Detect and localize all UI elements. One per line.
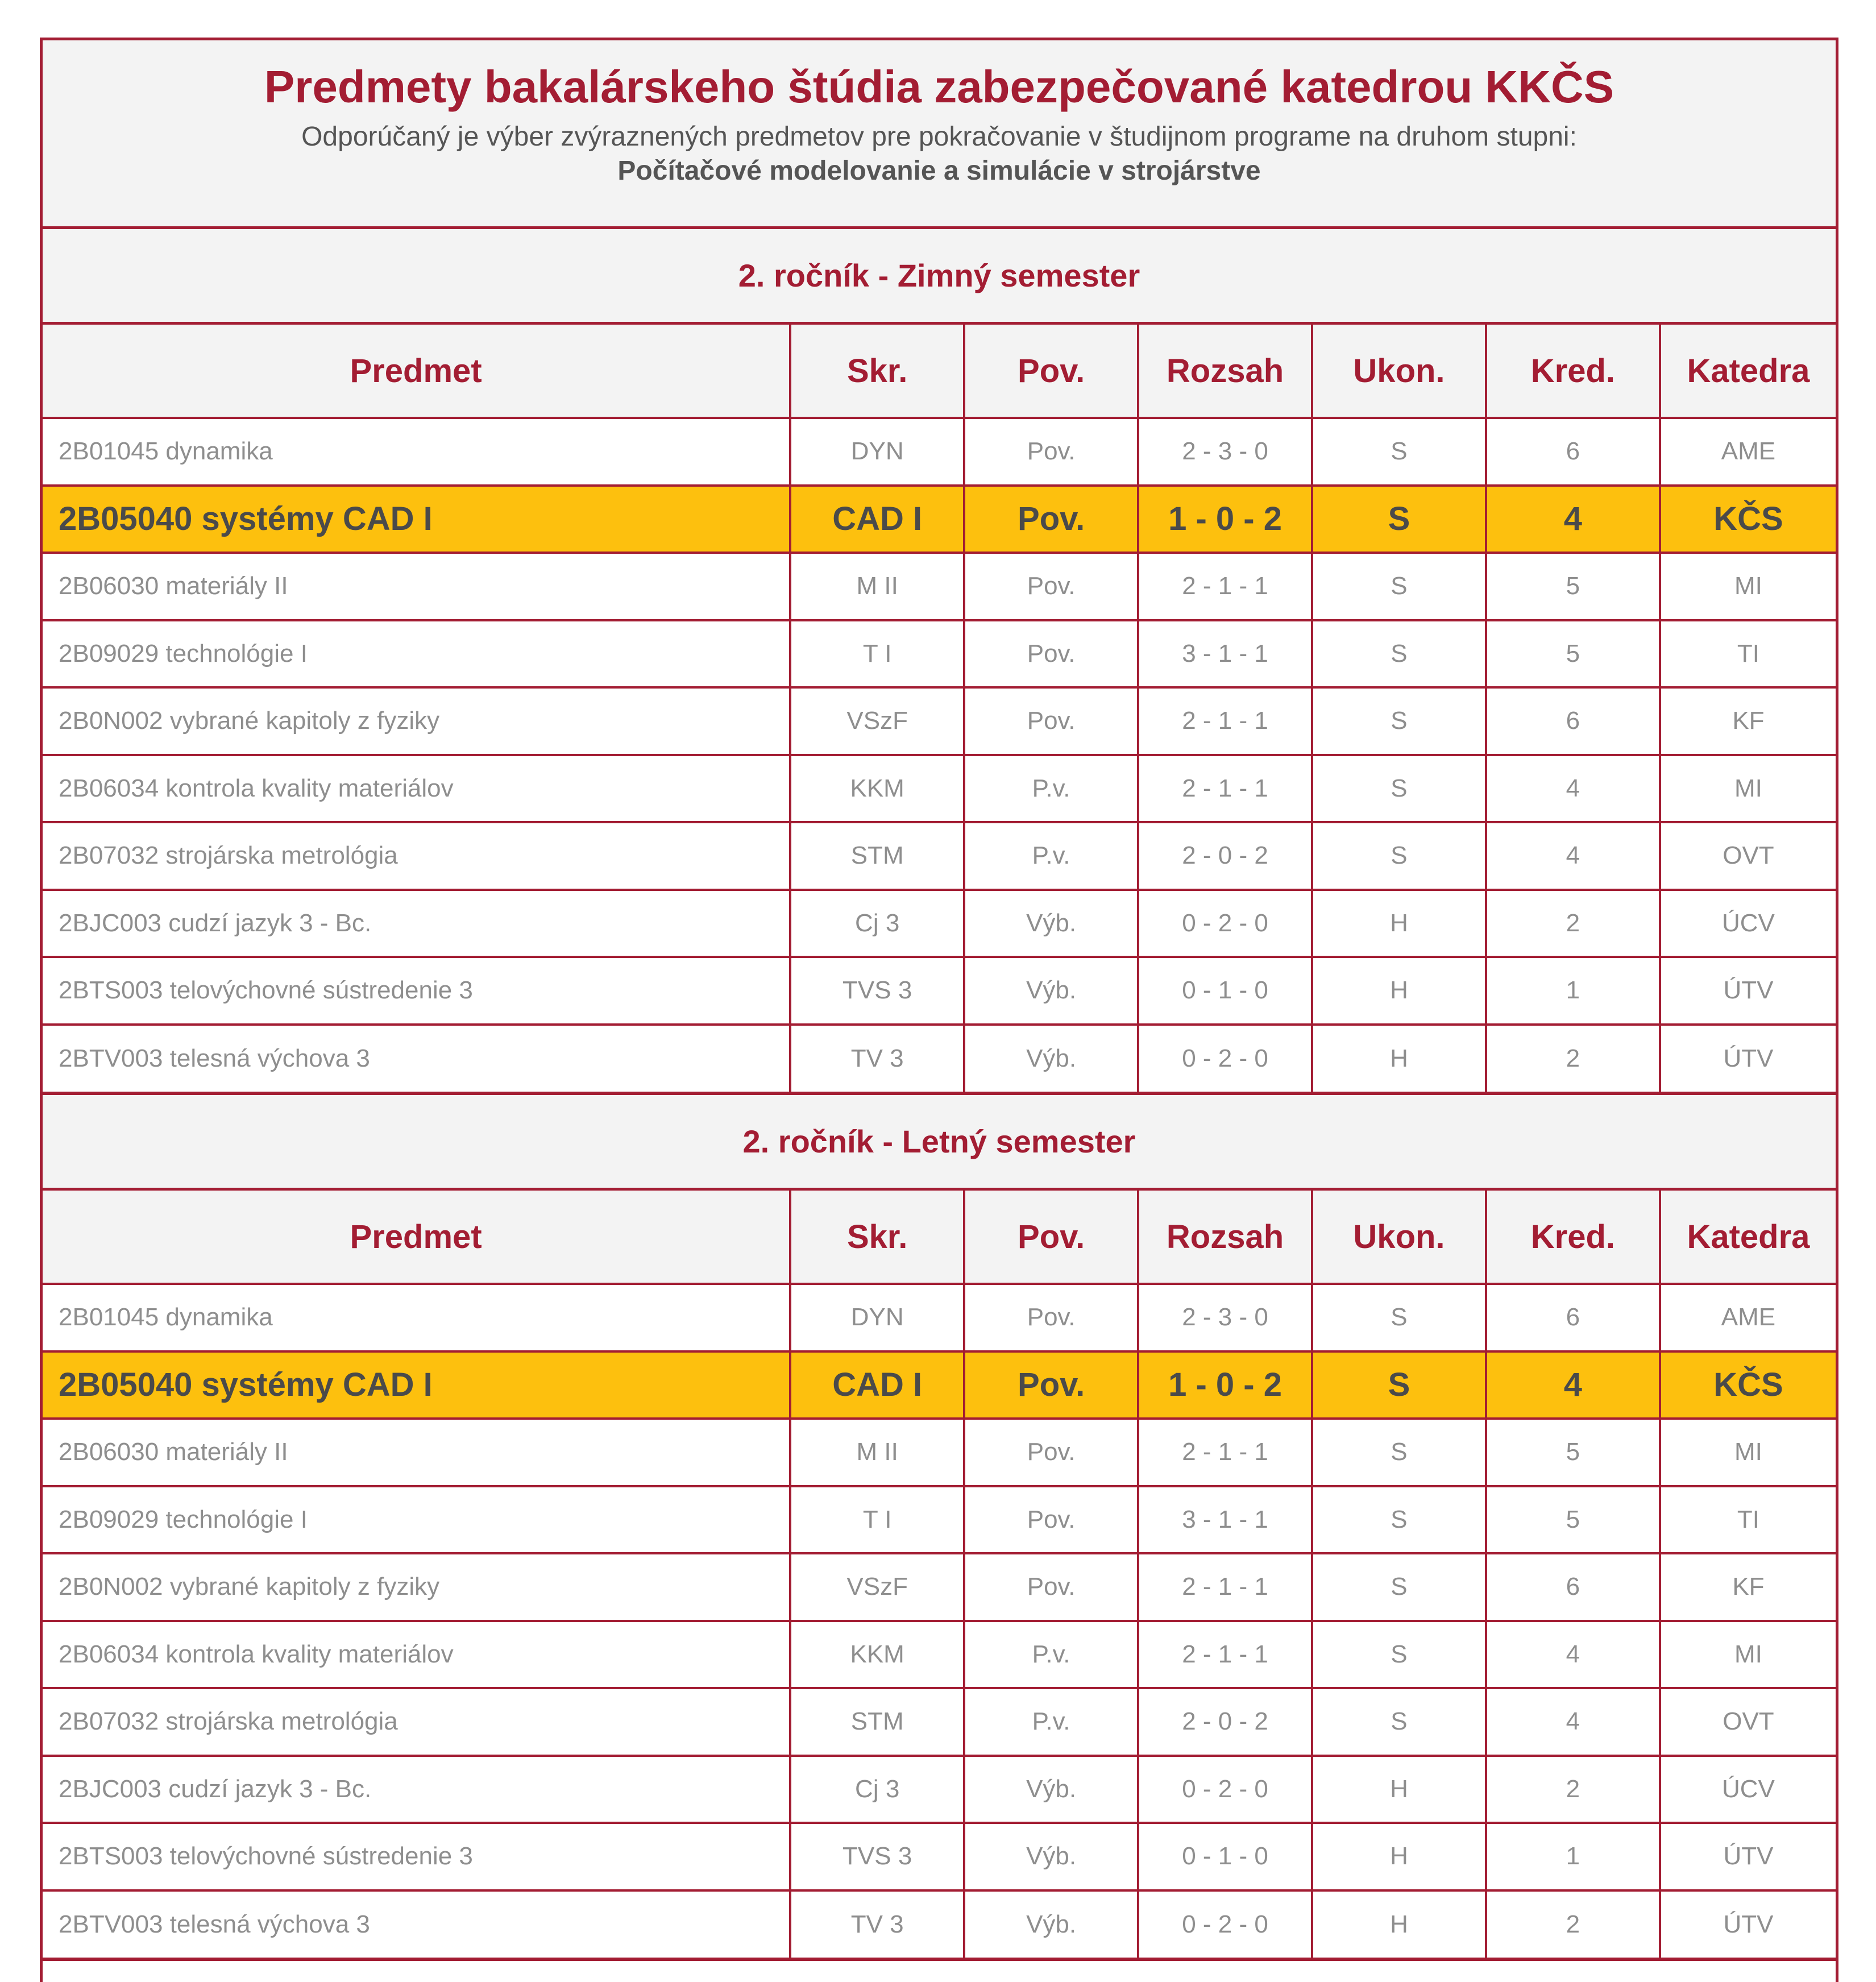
column-header-credits: Kred. — [1486, 1191, 1660, 1284]
cell-completion: S — [1312, 687, 1486, 755]
cell-type: Pov. — [964, 620, 1138, 688]
cell-credits: 2 — [1486, 1025, 1660, 1092]
table-row — [43, 1025, 1836, 1092]
cell-completion: S — [1312, 1284, 1486, 1351]
column-header-scope: Rozsah — [1138, 325, 1312, 418]
cell-credits: 4 — [1486, 1621, 1660, 1689]
column-header-abbr: Skr. — [790, 325, 964, 418]
cell-credits: 1 — [1486, 1823, 1660, 1890]
cell-type: Pov. — [964, 687, 1138, 755]
column-header-subject: Predmet — [43, 325, 790, 418]
table-row — [43, 890, 1836, 957]
table-row — [43, 755, 1836, 823]
cell-scope: 2 - 1 - 1 — [1138, 755, 1312, 823]
semesters-list — [43, 229, 1836, 1961]
cell-credits: 6 — [1486, 1553, 1660, 1621]
cell-completion: S — [1312, 1553, 1486, 1621]
table-row — [43, 1284, 1836, 1351]
cell-completion: H — [1312, 1025, 1486, 1092]
cell-abbr: TV 3 — [790, 1025, 964, 1092]
cell-abbr: T I — [790, 1486, 964, 1554]
cell-scope: 3 - 1 - 1 — [1138, 620, 1312, 688]
cell-completion: S — [1312, 486, 1486, 553]
cell-department: ÚTV — [1723, 1910, 1774, 1938]
cell-credits: 5 — [1486, 1419, 1660, 1486]
cell-department: ÚCV — [1660, 1756, 1836, 1823]
cell-type: Výb. — [964, 1890, 1138, 1958]
cell-department: ÚCV — [1660, 890, 1836, 957]
table-row — [43, 1823, 1836, 1890]
table-row — [43, 620, 1836, 688]
cell-credits: 5 — [1486, 620, 1660, 688]
cell-completion: S — [1312, 755, 1486, 823]
cell-abbr: VSzF — [790, 687, 964, 755]
table-header-row — [43, 325, 1836, 418]
table-row — [43, 1756, 1836, 1823]
cell-type: Výb. — [964, 1025, 1138, 1092]
cell-abbr: TVS 3 — [790, 1823, 964, 1890]
column-header-completion: Ukon. — [1312, 325, 1486, 418]
cell-abbr: STM — [790, 1688, 964, 1756]
cell-completion: S — [1312, 1486, 1486, 1554]
cell-abbr: TVS 3 — [790, 957, 964, 1025]
cell-scope: 1 - 0 - 2 — [1138, 1351, 1312, 1419]
table-header-row — [43, 1191, 1836, 1284]
cell-department: KČS — [1660, 1351, 1836, 1419]
cell-abbr: TV 3 — [790, 1890, 964, 1958]
cell-department: TI — [1660, 620, 1836, 688]
cell-subject: 2B05040 systémy CAD I — [43, 486, 790, 553]
cell-abbr: Cj 3 — [790, 890, 964, 957]
cell-credits: 4 — [1486, 1351, 1660, 1419]
cell-completion: H — [1312, 1890, 1486, 1958]
cell-type: P.v. — [964, 1621, 1138, 1689]
cell-department: MI — [1660, 553, 1836, 620]
cell-department: MI — [1660, 1621, 1836, 1689]
cell-abbr: Cj 3 — [790, 1756, 964, 1823]
cell-completion: H — [1312, 1823, 1486, 1890]
cell-department: ÚTV — [1660, 1823, 1836, 1890]
table-row — [43, 1486, 1836, 1554]
column-header-completion: Ukon. — [1312, 1191, 1486, 1284]
cell-credits: 2 — [1486, 890, 1660, 957]
title-box — [43, 40, 1836, 229]
cell-scope: 0 - 2 - 0 — [1138, 1890, 1312, 1958]
cell-department: MI — [1660, 755, 1836, 823]
cell-type: Pov. — [964, 1284, 1138, 1351]
course-table — [43, 325, 1836, 1092]
cell-completion: H — [1312, 957, 1486, 1025]
semester-section — [43, 1095, 1836, 1961]
cell-subject: 2B06034 kontrola kvality materiálov — [43, 1621, 790, 1689]
cell-type: P.v. — [964, 1688, 1138, 1756]
cell-subject: 2B0N002 vybrané kapitoly z fyziky — [43, 1553, 790, 1621]
cell-abbr: VSzF — [790, 1553, 964, 1621]
cell-type: Pov. — [964, 1419, 1138, 1486]
table-row-highlighted — [43, 486, 1836, 553]
cell-subject: 2B07032 strojárska metrológia — [43, 1688, 790, 1756]
column-header-department: Katedra — [1660, 325, 1836, 418]
cell-department: OVT — [1660, 822, 1836, 890]
cell-credits: 6 — [1486, 418, 1660, 486]
cell-completion: S — [1312, 822, 1486, 890]
column-header-abbr: Skr. — [790, 1191, 964, 1284]
cell-subject: 2BJC003 cudzí jazyk 3 - Bc. — [43, 890, 790, 957]
study-program-name: Počítačové modelovanie a simulácie v strojárstve — [617, 156, 1261, 186]
cell-credits: 2 — [1486, 1756, 1660, 1823]
cell-subject: 2BJC003 cudzí jazyk 3 - Bc. — [43, 1756, 790, 1823]
cell-department: KČS — [1660, 486, 1836, 553]
cell-department: ÚTV — [1723, 1044, 1774, 1072]
table-row — [43, 1621, 1836, 1689]
semester-title: 2. ročník - Zimný semester — [43, 229, 1836, 325]
cell-credits: 5 — [1486, 1486, 1660, 1554]
cell-completion: H — [1312, 1756, 1486, 1823]
cell-abbr: DYN — [790, 1284, 964, 1351]
cell-completion: H — [1312, 890, 1486, 957]
cell-completion: S — [1312, 553, 1486, 620]
cell-abbr: T I — [790, 620, 964, 688]
semester-section — [43, 229, 1836, 1095]
cell-abbr: KKM — [790, 1621, 964, 1689]
cell-abbr: CAD I — [790, 486, 964, 553]
cell-department: ÚTV — [1660, 957, 1836, 1025]
cell-credits: 2 — [1486, 1890, 1660, 1958]
table-row — [43, 1553, 1836, 1621]
column-header-subject: Predmet — [43, 1191, 790, 1284]
cell-subject: 2B09029 technológie I — [43, 1486, 790, 1554]
cell-credits: 4 — [1486, 486, 1660, 553]
cell-subject: 2B0N002 vybrané kapitoly z fyziky — [43, 687, 790, 755]
cell-scope: 0 - 1 - 0 — [1138, 957, 1312, 1025]
cell-scope: 0 - 1 - 0 — [1138, 1823, 1312, 1890]
cell-completion: S — [1312, 1688, 1486, 1756]
semester-title: 2. ročník - Letný semester — [43, 1095, 1836, 1191]
cell-department: KF — [1660, 687, 1836, 755]
column-header-scope: Rozsah — [1138, 1191, 1312, 1284]
cell-scope: 2 - 1 - 1 — [1138, 1621, 1312, 1689]
cell-credits: 1 — [1486, 957, 1660, 1025]
cell-completion: S — [1312, 1419, 1486, 1486]
cell-scope: 2 - 0 - 2 — [1138, 1688, 1312, 1756]
cell-department: AME — [1660, 1284, 1836, 1351]
cell-subject: 2B09029 technológie I — [43, 620, 790, 688]
cell-scope: 3 - 1 - 1 — [1138, 1486, 1312, 1554]
column-header-type: Pov. — [964, 1191, 1138, 1284]
table-row — [43, 822, 1836, 890]
cell-abbr: M II — [790, 1419, 964, 1486]
page-subtitle: Odporúčaný je výber zvýraznených predmetov pre pokračovanie v študijnom programe na druhom stupni: — [301, 122, 1577, 152]
table-row — [43, 687, 1836, 755]
table-row — [43, 553, 1836, 620]
cell-department: TI — [1660, 1486, 1836, 1554]
cell-abbr: STM — [790, 822, 964, 890]
cell-credits: 6 — [1486, 1284, 1660, 1351]
cell-abbr: DYN — [790, 418, 964, 486]
cell-completion: S — [1312, 620, 1486, 688]
cell-scope: 2 - 0 - 2 — [1138, 822, 1312, 890]
column-header-type: Pov. — [964, 325, 1138, 418]
cell-abbr: M II — [790, 553, 964, 620]
cell-scope: 1 - 0 - 2 — [1138, 486, 1312, 553]
cell-subject: 2B01045 dynamika — [43, 1284, 790, 1351]
cell-type: P.v. — [964, 755, 1138, 823]
table-row — [43, 1890, 1836, 1958]
table-row — [43, 957, 1836, 1025]
cell-abbr: KKM — [790, 755, 964, 823]
cell-scope: 2 - 3 - 0 — [1138, 418, 1312, 486]
cell-scope: 2 - 3 - 0 — [1138, 1284, 1312, 1351]
cell-department: AME — [1660, 418, 1836, 486]
cell-department: MI — [1660, 1419, 1836, 1486]
cell-type: Výb. — [964, 890, 1138, 957]
cell-type: Výb. — [964, 957, 1138, 1025]
page-title: Predmety bakalárskeho štúdia zabezpečované katedrou KKČS — [264, 61, 1614, 112]
cell-credits: 4 — [1486, 822, 1660, 890]
cell-type: Pov. — [964, 486, 1138, 553]
cell-scope: 2 - 1 - 1 — [1138, 1419, 1312, 1486]
table-row — [43, 1419, 1836, 1486]
cell-credits: 6 — [1486, 687, 1660, 755]
cell-abbr: CAD I — [790, 1351, 964, 1419]
cell-type: Pov. — [964, 418, 1138, 486]
cell-subject: 2B07032 strojárska metrológia — [43, 822, 790, 890]
cell-type: Pov. — [964, 553, 1138, 620]
table-row — [43, 418, 1836, 486]
course-table-container — [40, 38, 1838, 1982]
cell-type: Pov. — [964, 1351, 1138, 1419]
cell-scope: 2 - 1 - 1 — [1138, 553, 1312, 620]
cell-subject: 2BTS003 telovýchovné sústredenie 3 — [43, 1823, 790, 1890]
cell-subject: 2B01045 dynamika — [43, 418, 790, 486]
cell-subject: 2B06030 materiály II — [43, 1419, 790, 1486]
cell-subject: 2BTV003 telesná výchova 3 — [43, 1025, 790, 1092]
cell-subject: 2B06030 materiály II — [43, 553, 790, 620]
cell-completion: S — [1312, 1621, 1486, 1689]
cell-scope: 2 - 1 - 1 — [1138, 1553, 1312, 1621]
cell-credits: 4 — [1486, 755, 1660, 823]
cell-completion: S — [1312, 418, 1486, 486]
course-table — [43, 1191, 1836, 1958]
column-header-credits: Kred. — [1486, 325, 1660, 418]
cell-credits: 5 — [1486, 553, 1660, 620]
cell-scope: 0 - 2 - 0 — [1138, 1025, 1312, 1092]
cell-credits: 4 — [1486, 1688, 1660, 1756]
cell-type: Výb. — [964, 1823, 1138, 1890]
table-row-highlighted — [43, 1351, 1836, 1419]
cell-subject: 2B06034 kontrola kvality materiálov — [43, 755, 790, 823]
cell-type: Pov. — [964, 1486, 1138, 1554]
cell-type: Pov. — [964, 1553, 1138, 1621]
cell-subject: 2BTS003 telovýchovné sústredenie 3 — [43, 957, 790, 1025]
cell-type: Výb. — [964, 1756, 1138, 1823]
cell-scope: 0 - 2 - 0 — [1138, 890, 1312, 957]
cell-department: OVT — [1660, 1688, 1836, 1756]
column-header-department: Katedra — [1660, 1191, 1836, 1284]
cell-subject: 2B05040 systémy CAD I — [43, 1351, 790, 1419]
cell-completion: S — [1312, 1351, 1486, 1419]
cell-scope: 2 - 1 - 1 — [1138, 687, 1312, 755]
cell-department: KF — [1660, 1553, 1836, 1621]
cell-scope: 0 - 2 - 0 — [1138, 1756, 1312, 1823]
cell-subject: 2BTV003 telesná výchova 3 — [43, 1890, 790, 1958]
cell-type: P.v. — [964, 822, 1138, 890]
table-row — [43, 1688, 1836, 1756]
